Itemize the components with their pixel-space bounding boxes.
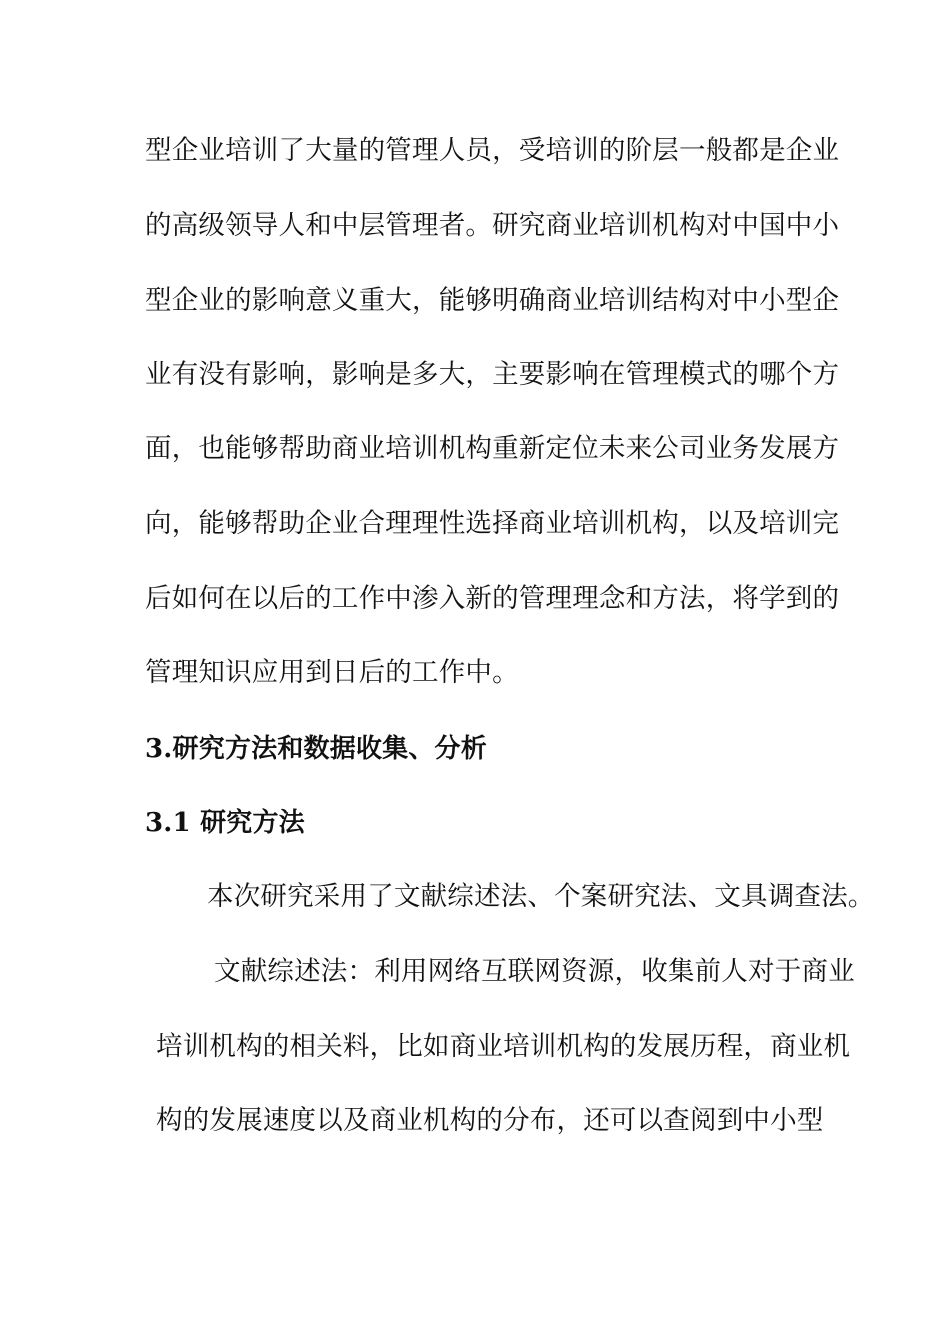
paragraph-line: 文献综述法：利用网络互联网资源，收集前人对于商业 [214, 956, 855, 987]
paragraph-line: 管理知识应用到日后的工作中。 [145, 657, 519, 688]
paragraph-line: 向，能够帮助企业合理理性选择商业培训机构，以及培训完 [145, 508, 840, 539]
paragraph-line: 型企业培训了大量的管理人员，受培训的阶层一般都是企业 [145, 135, 840, 166]
paragraph-line: 的高级领导人和中层管理者。研究商业培训机构对中国中小 [145, 210, 840, 241]
subsection-heading: 3.1 研究方法 [145, 808, 305, 838]
intro-paragraph: 本次研究采用了文献综述法、个案研究法、文具调查法。 [207, 881, 875, 912]
section-heading: 3.研究方法和数据收集、分析 [145, 734, 487, 764]
paragraph-line: 面，也能够帮助商业培训机构重新定位未来公司业务发展方 [145, 433, 840, 464]
paragraph-line: 业有没有影响，影响是多大，主要影响在管理模式的哪个方 [145, 359, 840, 390]
paragraph-line: 后如何在以后的工作中渗入新的管理理念和方法，将学到的 [145, 583, 840, 614]
paragraph-line: 构的发展速度以及商业机构的分布，还可以查阅到中小型 [156, 1105, 824, 1136]
paragraph-line: 型企业的影响意义重大，能够明确商业培训结构对中小型企 [145, 285, 840, 316]
paragraph-line: 培训机构的相关料，比如商业培训机构的发展历程，商业机 [156, 1031, 851, 1062]
